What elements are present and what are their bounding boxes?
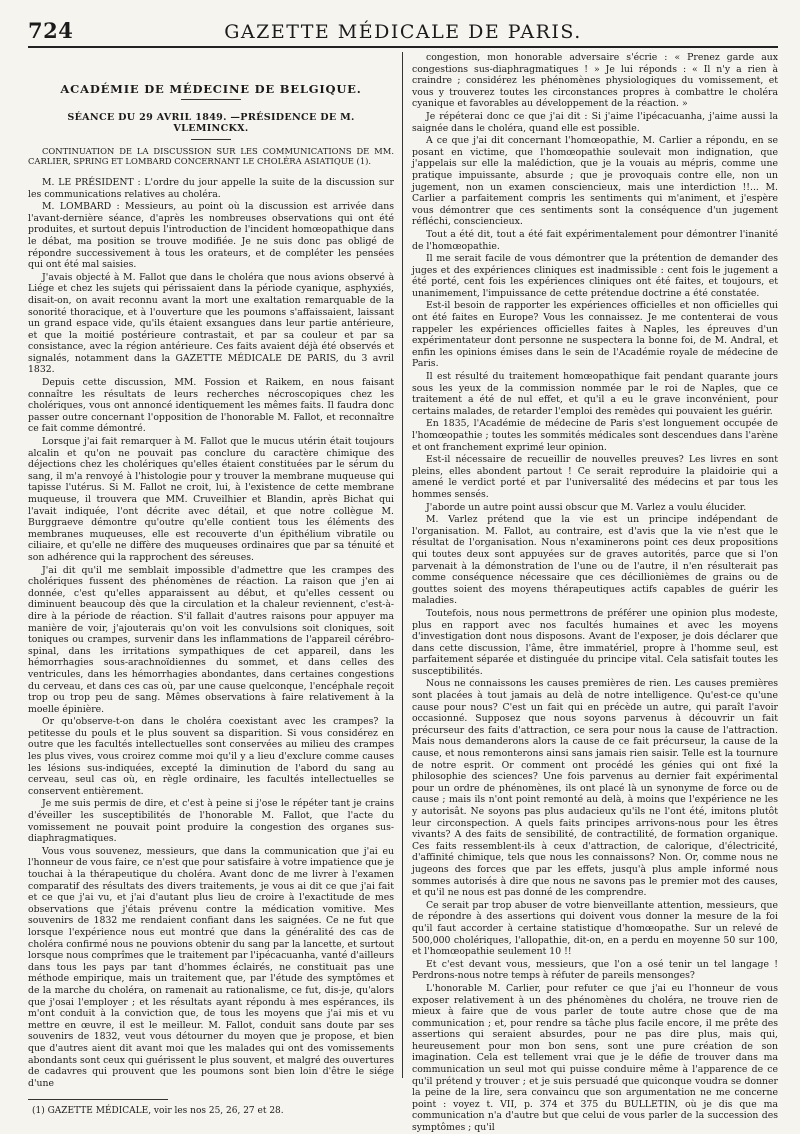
paragraph: congestion, mon honorable adversaire s'écrie : « Prenez garde aux congestions sus-diaphragmatiques ! » Je lui réponds : « Il n'y a rien à craindre ; considérez les phénomènes physiologiques du vomissement, et vous y trouverez toutes les circonstances propres à combattre le choléra cyanique et favorables au développement de la réaction. »: [412, 52, 778, 110]
paragraph: Vous vous souvenez, messieurs, que dans la communication que j'ai eu l'honneur de vous faire, ce n'est que pour satisfaire à votre impatience que je touchai à la thérapeutique du choléra. Avant donc de me livrer à l'examen comparatif des résultats des divers traitements, je vous ai dit ce que j'ai fait et ce que j'ai vu, et j'ai d'autant plus lieu de croire à l'exactitude de mes observations que j'étais prévenu contre la médication vomitive. Mes souvenirs de 1832 me rendaient confiant dans les saignées. Ce ne fut que lorsque l'expérience nous eut montré que dans la généralité des cas de choléra confirmé nous ne pouvions obtenir du sang par la lancette, et surtout lorsque nous comprîmes que le traitement par l'ipécacuanha, vanté d'ailleurs dans tous les pays par tant d'hommes éclairés, ne constituait pas une méthode empirique, mais un traitement que, par l'étude des symptômes et de la marche du choléra, on ramenait au rationalisme, ce fut, dis-je, qu'alors que j'osai l'employer ; et les résultats ayant répondu à mes espérances, ils m'ont conduit à la conviction que, de tous les moyens que j'ai mis et vu mettre en œuvre, il est le meilleur. M. Fallot, conduit sans doute par ses souvenirs de 1832, veut vous détourner du moyen que je propose, et bien que d'autres aient dit avant moi que les malades qui ont des vomissements abondants sont ceux qui guérissent le plus souvent, et malgré des ouvertures de cadavres qui prouvent que les poumons sont bien loin d'être le siége d'une: [28, 845, 395, 1089]
continuation-heading: CONTINUATION DE LA DISCUSSION SUR LES COMMUNICATIONS DE MM. CARLIER, SPRING ET LOMBARD CONCERNANT LE CHOLÉRA ASIATIQUE (1).: [28, 145, 394, 167]
paragraph: Je me suis permis de dire, et c'est à peine si j'ose le répéter tant je crains d'éveiller les susceptibilités de l'honorable M. Fallot, que l'acte du vomissement ne pouvait point produire la congestion des organes sus-diaphragmatiques.: [28, 798, 394, 845]
paragraph: Et c'est devant vous, messieurs, que l'on a osé tenir un tel langage ! Perdrons-nous notre temps à réfuter de pareils mensonges?: [412, 958, 778, 982]
paragraph: Toutefois, nous nous permettrons de préférer une opinion plus modeste, plus en rapport avec nos facultés humaines et avec les moyens d'investigation dont nous disposons. Avant de l'exposer, je dois déclarer que dans cette discussion, l'âme, être immatériel, propre à l'homme seul, est parfaitement séparée et distinguée du principe vital. Cela satisfait toutes les susceptibilités.: [412, 607, 778, 677]
paragraph: L'honorable M. Carlier, pour refuter ce que j'ai eu l'honneur de vous exposer relativement à un des phénomènes du choléra, ne trouve rien de mieux à faire que de vous parler de toute autre chose que de ma communication ; et, pour rendre sa tâche plus facile encore, il me prête des assertions qui seraient absurdes, pour ne pas dire plus, mais qui, heureusement pour mon bon sens, sont une pure création de son imagination. Cela est tellement vrai que je le défie de trouver dans ma communication un seul mot qui puisse conduire même à l'apparence de ce qu'il prétend y trouver ; et je suis persuadé que quiconque voudra se donner la peine de la lire, sera convaincu que son argumentation ne me concerne point : voyez t. VII, p. 374 et 375 du BULLETIN, où je dis que ma communication n'a d'autre but que celui de vous parler de la succession des symptômes ; qu'il: [412, 982, 778, 1134]
paragraph: En 1835, l'Académie de médecine de Paris s'est longuement occupée de l'homœopathie ; toutes les sommités médicales sont descendues dans l'arène et ont franchement exprimé leur opinion.: [412, 418, 778, 453]
paragraph: Il me serait facile de vous démontrer que la prétention de demander des juges et des expériences cliniques est inadmissible : cent fois le jugement a été porté, cent fois les expériences cliniques ont été faites, et toujours, et unanimement, l'impuissance de cette prétendue doctrine a été constatée.: [412, 253, 778, 299]
paragraph: Est-il besoin de rapporter les expériences officielles et non officielles qui ont été faites en Europe? Vous les connaissez. Je me contenterai de vous rappeler les expériences officielles faites à Naples, les épreuves d'un expérimentateur dont personne ne suspectera la bonne foi, de M. Andral, et enfin les opinions émises dans le sein de l'Académie royale de médecine de Paris.: [412, 300, 778, 370]
page-header: [28, 18, 778, 48]
left-column: [28, 52, 395, 1117]
page-number: 724: [28, 18, 74, 43]
right-body: [412, 52, 778, 1134]
paragraph: Je répéterai donc ce que j'ai dit : Si j'aime l'ipécacuanha, j'aime aussi la saignée dans le choléra, quand elle est possible.: [412, 110, 778, 134]
paragraph: Depuis cette discussion, MM. Fossion et Raikem, en nous faisant connaître les résultats de leurs recherches nécroscopiques chez les cholériques, vous ont annoncé identiquement les mêmes faits. Il faudra donc passer outre concernant l'opposition de l'honorable M. Fallot, et reconnaître ce fait comme démontré.: [28, 377, 394, 435]
paragraph: J'ai dit qu'il me semblait impossible d'admettre que les crampes des cholériques fussent des phénomènes de réaction. La raison que j'en ai donnée, c'est qu'elles apparaissent au début, et qu'elles cessent ou diminuent beaucoup dès que la circulation et la chaleur reviennent, c'est-à-dire à la période de réaction. S'il fallait d'autres raisons pour appuyer ma manière de voir, j'ajouterais qu'on voit les convulsions soit cloniques, soit toniques ou crampes, survenir dans les inflammations de l'appareil cérébro-spinal, dans les irritations sympathiques de cet appareil, dans les hémorrhagies sous-arachnoïdiennes du sommet, et dans celles des ventricules, dans les hémorrhagies abondantes, dans certaines congestions du cerveau, et dans ces cas où, par une cause quelconque, l'encéphale reçoit trop ou trop peu de sang. Mêmes observations à faire relativement à la moelle épinière.: [28, 564, 394, 715]
paragraph: Tout a été dit, tout a été fait expérimentalement pour démontrer l'inanité de l'homœopathie.: [412, 228, 778, 252]
paragraph: Il est résulté du traitement homœopathique fait pendant quarante jours sous les yeux de la commission nommée par le roi de Naples, que ce traitement a été de nul effet, et qu'il a eu le grave inconvénient, pour certains malades, de retarder l'emploi des remèdes qui pouvaient les guérir.: [412, 371, 778, 417]
right-column: [412, 52, 778, 1134]
paragraph: M. LOMBARD : Messieurs, au point où la discussion est arrivée dans l'avant-dernière séance, d'après les nombreuses observations qui ont été produites, et surtout depuis l'introduction de l'incident homœopathique dans le débat, ma position se trouve modifiée. Je ne suis donc pas obligé de répondre successivement à tous les orateurs, et de compléter les pensées qui ont été mal saisies.: [28, 201, 394, 271]
article-title: ACADÉMIE DE MÉDECINE DE BELGIQUE.: [28, 84, 394, 100]
seance-line: SÉANCE DU 29 AVRIL 1849. —PRÉSIDENCE DE M. VLEMINCKX.: [28, 112, 394, 140]
paragraph: Lorsque j'ai fait remarquer à M. Fallot que le mucus utérin était toujours alcalin et qu'on ne pouvait pas conclure du caractère chimique des déjections chez les cholériques qu'elles étaient constituées par le sérum du sang, il m'a renvoyé à l'histologie pour y trouver la membrane muqueuse qui tapisse l'utérus. Si M. Fallot ne croit, lui, à l'existence de cette membrane muqueuse, il trouvera que MM. Cruveilhier et Blandin, après Bichat qui l'avait indiquée, l'ont décrite avec détail, et que notre collègue M. Burggraeve démontre qu'outre qu'elle contient tous les éléments des membranes muqueuses, elle est recouverte d'un épithélium vibratile ou ciliaire, et qu'elle ne diffère des muqueuses ordinaires que par sa ténuité et son adhérence qui la rapprochent des séreuses.: [28, 436, 394, 563]
paragraph: J'aborde un autre point aussi obscur que M. Varlez a voulu élucider.: [426, 501, 747, 513]
column-rule: [402, 52, 403, 1078]
paragraph: Est-il nécessaire de recueillir de nouvelles preuves? Les livres en sont pleins, elles abondent partout ! Ce serait reproduire la plaidoirie qui a amené le verdict porté et par l'universalité des médecins et par tous les hommes sensés.: [412, 454, 778, 500]
columns: [28, 52, 778, 1134]
left-body: [28, 177, 394, 1089]
paragraph: M. LE PRÉSIDENT : L'ordre du jour appelle la suite de la discussion sur les communications relatives au choléra.: [28, 176, 394, 200]
paragraph: J'avais objecté à M. Fallot que dans le choléra que nous avions observé à Liége et chez les sujets qui périssaient dans la période cyanique, asphyxiés, disait-on, on avait reconnu avant la mort une exaltation remarquable de la sonorité thoracique, et à l'ouverture que les poumons s'affaissaient, laissant un grand espace vide, qu'ils étaient exsangues dans leur partie antérieure, et que la moitié postérieure contrastait, et par sa couleur et par sa consistance, avec la région antérieure. Ces faits avaient déjà été observés et signalés, notamment dans la GAZETTE MÉDICALE DE PARIS, du 3 avril 1832.: [28, 271, 394, 376]
paragraph: M. Varlez prétend que la vie est un principe indépendant de l'organisation. M. Fallot, au contraire, est d'avis que la vie n'est que le résultat de l'organisation. Nous n'examinerons point ces deux propositions qui toutes deux sont appuyées sur de graves autorités, parce que si l'on parvenait à la démonstration de l'une ou de l'autre, il n'en résulterait pas comme conséquence nécessaire que ces décillionièmes de grains ou de gouttes soient des moyens thérapeutiques actifs capables de guérir les maladies.: [412, 514, 778, 607]
journal-title: GAZETTE MÉDICALE DE PARIS.: [224, 21, 582, 43]
paragraph: A ce que j'ai dit concernant l'homœopathie, M. Carlier a répondu, en se posant en victime, que l'homœopathie soulevait mon indignation, que j'appelais sur elle la malédiction, que je la vouais au mépris, comme une pratique impuissante, absurde ; que je provoquais contre elle, non un jugement, non un examen consciencieux, mais une interdiction !!... M. Carlier a parfaitement compris les sentiments qui m'animent, et j'espère vous démontrer que ces sentiments sont la conséquence d'un jugement réfléchi, consciencieux.: [412, 135, 778, 228]
footnote-rule: [28, 1099, 168, 1100]
footnote: (1) GAZETTE MÉDICALE, voir les nos 25, 26, 27 et 28.: [32, 1106, 284, 1117]
paragraph: Nous ne connaissons les causes premières de rien. Les causes premières sont placées à tout jamais au delà de notre intelligence. Qu'est-ce qu'une cause pour nous? C'est un fait qui en précède un autre, qui paraît l'avoir occasionné. Supposez que nous soyons parvenus à découvrir un fait précurseur des faits d'attraction, ce sera pour nous la cause de l'attraction. Mais nous demanderons alors la cause de ce fait précurseur, la cause de la cause, et nous remonterons ainsi sans jamais rien saisir. Telle est la tournure de notre esprit. Or comment ont procédé les génies qui ont fixé la philosophie des sciences? Une fois parvenus au dernier fait expérimental pour un ordre de phénomènes, ils ont placé là un synonyme de force ou de cause ; mais ils n'ont point remonté au delà, à moins que l'expérience ne les y autorisât. Ne soyons pas plus audacieux qu'ils ne l'ont été, imitons plutôt leur circonspection. A quels faits principes arrivons-nous pour les êtres vivants? A des faits de sensibilité, de contractilité, de formation organique. Ces faits ressemblent-ils à ceux d'attraction, de calorique, d'électricité, d'affinité chimique, tels que nous les connaissons? Non. Or, comme nous ne jugeons des forces que par les effets, jusqu'à plus ample informé nous sommes autorisés à dire que nous ne savons pas le premier mot des causes, et qu'il ne nous est pas donné de les comprendre.: [412, 678, 778, 899]
paragraph: Or qu'observe-t-on dans le choléra coexistant avec les crampes? la petitesse du pouls et le plus souvent sa disparition. Si vous considérez en outre que les facultés intellectuelles sont conservées au milieu des crampes les plus vives, vous croirez comme moi qu'il y a lieu d'exclure comme causes les lésions sus-indiquées, excepté la diminution de l'abord du sang au cerveau, seul cas où, en règle ordinaire, les facultés intellectuelles se conservent entièrement.: [28, 716, 394, 797]
paragraph: Ce serait par trop abuser de votre bienveillante attention, messieurs, que de répondre à des assertions qui doivent vous donner la mesure de la foi qu'il faut accorder à certaine statistique d'homœopathe. Sur un relevé de 500,000 cholériques, l'allopathie, dit-on, en a perdu en moyenne 50 sur 100, et l'homœopathie seulement 10 !!: [412, 899, 778, 958]
